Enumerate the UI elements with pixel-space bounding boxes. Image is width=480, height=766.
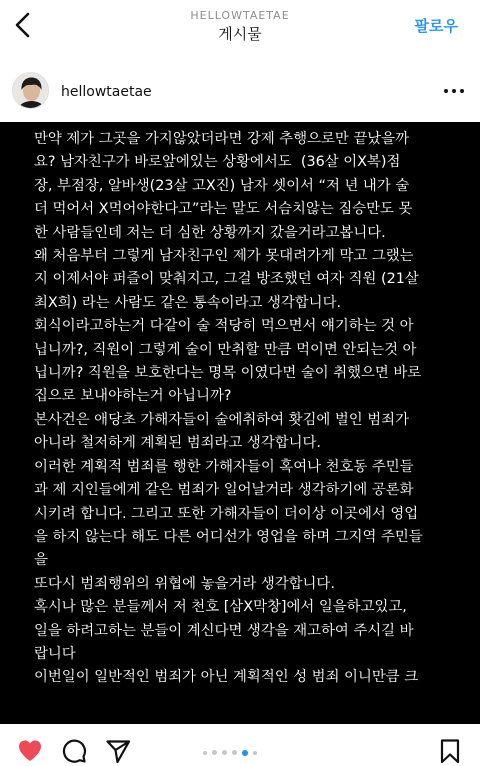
post-text-line: 왜 처음부터 그렇게 남자친구인 제가 못대려가게 막고 그랬는 [34, 248, 414, 265]
post-text-line: 더 먹어서 X먹어야한다고”라는 말도 서슴치않는 짐승만도 못 [34, 201, 413, 218]
bookmark-icon [436, 737, 464, 765]
avatar-image [13, 73, 49, 109]
post-text-line: 닙니까?, 직원이 그렇게 술이 만취할 만큼 먹이면 안되는것 아 [34, 341, 417, 358]
like-button[interactable] [16, 737, 44, 765]
heart-icon [16, 737, 44, 765]
post-text-line: 집으로 보내야하는거 아닙니까? [34, 388, 232, 405]
carousel-dot [242, 750, 248, 756]
save-button[interactable] [436, 737, 464, 765]
post-image[interactable] [0, 122, 480, 724]
post-text-line: 시키려 합니다. 그리고 또한 가해자들이 더이상 이곳에서 영업 [34, 505, 419, 522]
carousel-dot [232, 750, 237, 755]
post-text-line: 만약 제가 그곳을 가지않았더라면 강제 추행으로만 끝났을까 [34, 131, 409, 147]
carousel-dot [222, 750, 227, 755]
post-text-line: 이러한 계획적 범죄를 행한 가해자들이 혹여나 천호동 주민들 [34, 458, 414, 475]
post-text-line: 아니라 철저하게 계획된 범죄라고 생각합니다. [34, 435, 321, 452]
post-text-line: 혹시나 많은 분들께서 저 천호 [삼X막창]에서 일을하고있고, [34, 599, 407, 616]
post-body-text [34, 128, 474, 690]
post-author-row [0, 62, 480, 122]
carousel-dot [253, 751, 257, 755]
author-username[interactable]: hellowtaetae [61, 84, 152, 100]
post-text-line: 요? 남자친구가 바로앞에있는 상황에서도 (36살 이X복)점 [34, 154, 401, 171]
post-text-line: 본사건은 애당초 가해자들이 술에취하여 홧김에 벌인 범죄가 [34, 411, 409, 428]
action-bar [0, 724, 480, 766]
avatar[interactable] [12, 72, 49, 109]
post-text-line: 지 이제서야 퍼즐이 맞춰지고, 그걸 방조했던 여자 직원 (21살 [34, 271, 419, 288]
comment-icon [60, 737, 88, 765]
post-text-line: 회식이라고하는거 다같이 술 적당히 먹으면서 얘기하는 것 아 [34, 318, 414, 335]
post-text-line: 닙니까? 직원을 보호한다는 명목 이였다면 술이 취했으면 바로 [34, 365, 422, 382]
follow-button[interactable]: 팔로우 [414, 17, 458, 35]
carousel-dot [212, 750, 217, 755]
post-text-line: 이번일이 일반적인 범죄가 아닌 계획적인 성 범죄 이니만큼 크 [34, 669, 419, 686]
post-text-line: 을 [34, 552, 48, 569]
post-text-line: 장, 부점장, 알바생(23살 고X진) 남자 셋이서 “저 년 내가 술 [34, 177, 410, 194]
post-text-line: 랍니다 [34, 645, 76, 662]
comment-button[interactable] [60, 737, 88, 765]
page-title: 게시물 [218, 25, 262, 43]
post-text-line: 을 하지 않는다 해도 다른 어디선가 영업을 하며 그지역 주민들 [34, 528, 423, 545]
post-text-line: 또다시 범죄행위의 위협에 놓을거라 생각합니다. [34, 575, 335, 592]
carousel-indicator [203, 750, 257, 756]
carousel-dot [203, 751, 207, 755]
send-icon [104, 737, 132, 765]
top-bar [0, 0, 480, 52]
post-text-line: 최X희) 라는 사람도 같은 통속이라고 생각합니다. [34, 294, 342, 311]
header-account-name: HELLOWTAETAE [190, 9, 290, 22]
post-text-line: 일을 하려고하는 분들이 계신다면 생각을 재고하여 주시길 바 [34, 622, 414, 639]
more-options-button[interactable] [442, 83, 466, 99]
post-text-line: 과 제 지인들에게 같은 범죄가 일어날거라 생각하기에 공론화 [34, 482, 414, 499]
more-horizontal-icon [442, 83, 466, 99]
share-button[interactable] [104, 737, 132, 765]
post-text-line: 한 사람들인데 저는 더 심한 상황까지 갔을거라고봅니다. [34, 224, 386, 241]
